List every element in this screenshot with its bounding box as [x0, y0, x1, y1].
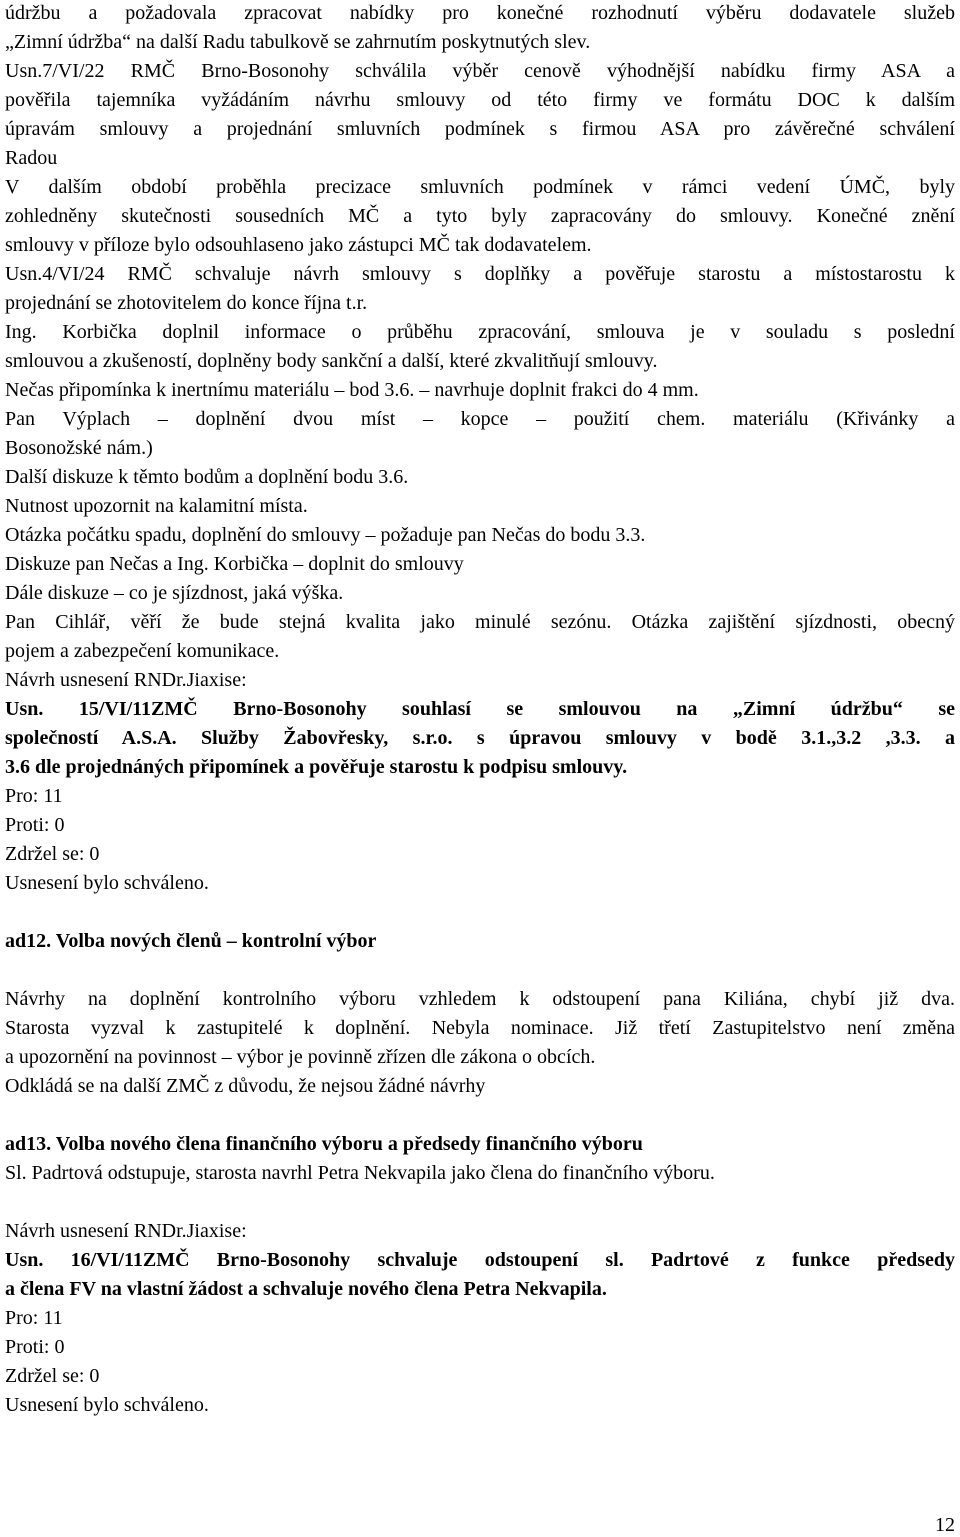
- text-line: Dále diskuze – co je sjízdnost, jaká výška.: [5, 582, 344, 604]
- page-number: 12: [935, 1514, 955, 1536]
- text-line: Usnesení bylo schváleno.: [5, 872, 209, 894]
- text-line: Usn. 15/VI/11ZMČ Brno-Bosonohy souhlasí se smlouvou na „Zimní údržbu“ se: [5, 698, 955, 720]
- text-line: Diskuze pan Nečas a Ing. Korbička – doplnit do smlouvy: [5, 553, 464, 575]
- text-line: Návrh usnesení RNDr.Jiaxise:: [5, 1220, 247, 1242]
- text-line: Proti: 0: [5, 814, 65, 836]
- text-line: Ing. Korbička doplnil informace o průběhu zpracování, smlouva je v souladu s poslední: [5, 321, 955, 343]
- text-line: údržbu a požadovala zpracovat nabídky pro konečné rozhodnutí výběru dodavatele služeb: [5, 2, 955, 24]
- text-line: Usn. 16/VI/11ZMČ Brno-Bosonohy schvaluje odstoupení sl. Padrtové z funkce předsedy: [5, 1249, 955, 1271]
- text-line: Návrhy na doplnění kontrolního výboru vzhledem k odstoupení pana Kiliána, chybí již dva.: [5, 988, 955, 1010]
- text-line: Sl. Padrtová odstupuje, starosta navrhl Petra Nekvapila jako člena do finančního výboru.: [5, 1162, 715, 1184]
- text-line: pověřila tajemníka vyžádáním návrhu smlouvy od této firmy ve formátu DOC k dalším: [5, 89, 955, 111]
- text-line: Nutnost upozornit na kalamitní místa.: [5, 495, 308, 517]
- text-line: Bosonožské nám.): [5, 437, 153, 459]
- text-line: Pan Výplach – doplnění dvou míst – kopce – použití chem. materiálu (Křivánky a: [5, 408, 955, 430]
- text-line: Další diskuze k těmto bodům a doplnění bodu 3.6.: [5, 466, 409, 488]
- text-line: a člena FV na vlastní žádost a schvaluje nového člena Petra Nekvapila.: [5, 1278, 607, 1300]
- text-line: smlouvou a zkušeností, doplněny body sankční a další, které zkvalitňují smlouvy.: [5, 350, 658, 372]
- text-line: „Zimní údržba“ na další Radu tabulkově se zahrnutím poskytnutých slev.: [5, 31, 591, 53]
- text-line: pojem a zabezpečení komunikace.: [5, 640, 280, 662]
- text-line: Zdržel se: 0: [5, 843, 100, 865]
- text-line: Nečas připomínka k inertnímu materiálu – bod 3.6. – navrhuje doplnit frakci do 4 mm.: [5, 379, 699, 401]
- text-line: Radou: [5, 147, 58, 169]
- text-line: úpravám smlouvy a projednání smluvních podmínek s firmou ASA pro závěrečné schválení: [5, 118, 955, 140]
- text-line: V dalším období proběhla precizace smluvních podmínek v rámci vedení ÚMČ, byly: [5, 176, 955, 198]
- text-line: zohledněny skutečnosti sousedních MČ a tyto byly zapracovány do smlouvy. Konečné znění: [5, 205, 955, 227]
- text-line: Otázka počátku spadu, doplnění do smlouvy – požaduje pan Nečas do bodu 3.3.: [5, 524, 646, 546]
- text-line: společností A.S.A. Služby Žabovřesky, s.r.o. s úpravou smlouvy v bodě 3.1.,3.2 ,3.3. a: [5, 727, 955, 749]
- section-heading: ad12. Volba nových členů – kontrolní výbor: [5, 930, 377, 952]
- text-line: Pro: 11: [5, 785, 63, 807]
- text-line: a upozornění na povinnost – výbor je povinně zřízen dle zákona o obcích.: [5, 1046, 596, 1068]
- text-line: smlouvy v příloze bylo odsouhlaseno jako zástupci MČ tak dodavatelem.: [5, 234, 592, 256]
- text-line: Zdržel se: 0: [5, 1365, 100, 1387]
- text-line: projednání se zhotovitelem do konce října t.r.: [5, 292, 368, 314]
- text-line: Usnesení bylo schváleno.: [5, 1394, 209, 1416]
- text-line: 3.6 dle projednáných připomínek a pověřuje starostu k podpisu smlouvy.: [5, 756, 628, 778]
- text-line: Proti: 0: [5, 1336, 65, 1358]
- text-line: Návrh usnesení RNDr.Jiaxise:: [5, 669, 247, 691]
- section-heading: ad13. Volba nového člena finančního výboru a předsedy finančního výboru: [5, 1133, 643, 1155]
- text-line: Pan Cihlář, věří že bude stejná kvalita jako minulé sezónu. Otázka zajištění sjízdnosti, obecný: [5, 611, 955, 633]
- text-line: Usn.4/VI/24 RMČ schvaluje návrh smlouvy s doplňky a pověřuje starostu a místostarostu k: [5, 263, 955, 285]
- text-line: Starosta vyzval k zastupitelé k doplnění. Nebyla nominace. Již třetí Zastupitelstvo není změna: [5, 1017, 955, 1039]
- text-line: Pro: 11: [5, 1307, 63, 1329]
- text-line: Usn.7/VI/22 RMČ Brno-Bosonohy schválila výběr cenově výhodnější nabídku firmy ASA a: [5, 60, 955, 82]
- text-line: Odkládá se na další ZMČ z důvodu, že nejsou žádné návrhy: [5, 1075, 486, 1097]
